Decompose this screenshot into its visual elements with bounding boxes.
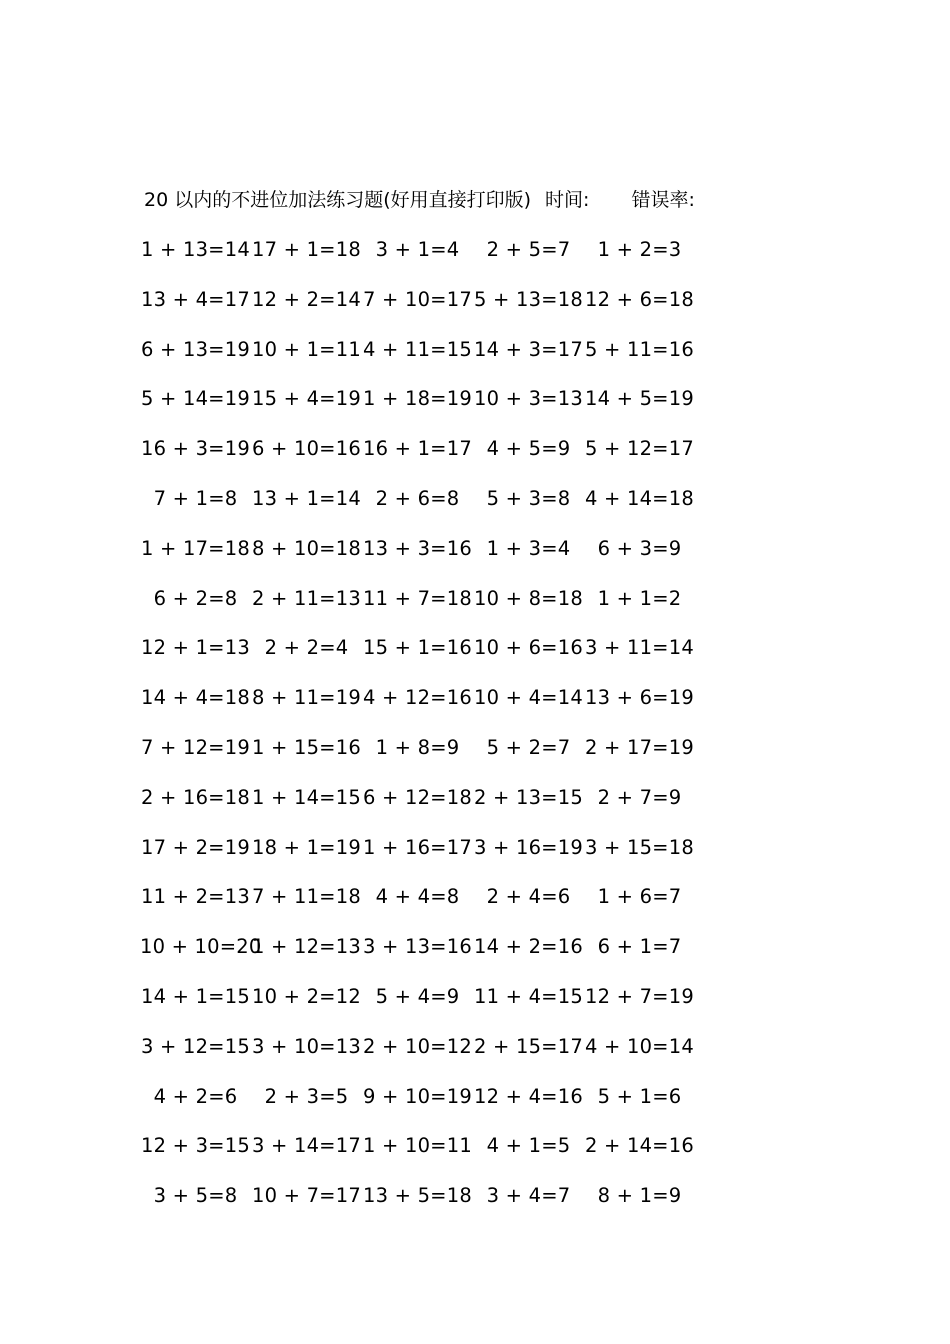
addition-problem: 15 + 1=16	[363, 636, 472, 660]
problem-row	[140, 236, 720, 286]
problem-grid	[140, 236, 720, 1232]
addition-problem: 6 + 12=18	[363, 785, 472, 809]
addition-problem: 13 + 1=14	[252, 486, 361, 510]
addition-problem: 3 + 16=19	[474, 835, 583, 859]
addition-problem: 2 + 10=12	[363, 1034, 472, 1058]
addition-problem: 14 + 5=19	[585, 387, 694, 411]
problem-row	[140, 485, 720, 535]
addition-problem: 2 + 13=15	[474, 785, 583, 809]
worksheet-header	[144, 186, 695, 214]
addition-problem: 1 + 1=2	[597, 586, 682, 610]
addition-problem: 4 + 4=8	[375, 885, 460, 909]
addition-problem: 14 + 2=16	[474, 935, 583, 959]
addition-problem: 16 + 1=17	[363, 437, 472, 461]
addition-problem: 1 + 8=9	[375, 735, 460, 759]
addition-problem: 3 + 13=16	[363, 935, 472, 959]
addition-problem: 5 + 3=8	[486, 486, 571, 510]
addition-problem: 12 + 4=16	[474, 1084, 583, 1108]
addition-problem: 4 + 10=14	[585, 1034, 694, 1058]
addition-problem: 3 + 11=14	[585, 636, 694, 660]
problem-row	[140, 834, 720, 884]
addition-problem: 1 + 16=17	[363, 835, 472, 859]
addition-problem: 2 + 4=6	[486, 885, 571, 909]
addition-problem: 4 + 5=9	[486, 437, 571, 461]
addition-problem: 3 + 1=4	[375, 238, 460, 261]
addition-problem: 5 + 13=18	[474, 287, 583, 311]
addition-problem: 10 + 1=11	[252, 337, 361, 361]
addition-problem: 10 + 10=20	[140, 935, 262, 959]
addition-problem: 10 + 8=18	[474, 586, 583, 610]
addition-problem: 5 + 4=9	[375, 984, 460, 1008]
addition-problem: 5 + 14=19	[141, 387, 250, 411]
addition-problem: 13 + 5=18	[363, 1184, 472, 1208]
addition-problem: 3 + 10=13	[252, 1034, 361, 1058]
addition-problem: 7 + 11=18	[252, 885, 361, 909]
problem-row	[140, 883, 720, 933]
addition-problem: 1 + 17=18	[141, 536, 250, 560]
addition-problem: 8 + 11=19	[252, 686, 361, 710]
addition-problem: 1 + 12=13	[252, 935, 361, 959]
problem-row	[140, 1182, 720, 1232]
addition-problem: 1 + 15=16	[252, 735, 361, 759]
addition-problem: 16 + 3=19	[141, 437, 250, 461]
addition-problem: 17 + 2=19	[141, 835, 250, 859]
addition-problem: 12 + 1=13	[141, 636, 250, 660]
problem-row	[140, 1083, 720, 1133]
addition-problem: 6 + 10=16	[252, 437, 361, 461]
addition-problem: 2 + 17=19	[585, 735, 694, 759]
problem-row	[140, 385, 720, 435]
addition-problem: 3 + 5=8	[153, 1184, 238, 1208]
addition-problem: 14 + 4=18	[141, 686, 250, 710]
problem-row	[140, 535, 720, 585]
addition-problem: 8 + 10=18	[252, 536, 361, 560]
addition-problem: 2 + 14=16	[585, 1134, 694, 1158]
problem-row	[140, 784, 720, 834]
addition-problem: 2 + 3=5	[264, 1084, 349, 1108]
addition-problem: 2 + 2=4	[264, 636, 349, 660]
addition-problem: 3 + 12=15	[141, 1034, 250, 1058]
addition-problem: 5 + 2=7	[486, 735, 571, 759]
addition-problem: 2 + 7=9	[597, 785, 682, 809]
addition-problem: 7 + 12=19	[141, 735, 250, 759]
addition-problem: 2 + 15=17	[474, 1034, 583, 1058]
addition-problem: 3 + 14=17	[252, 1134, 361, 1158]
addition-problem: 4 + 14=18	[585, 486, 694, 510]
addition-problem: 10 + 6=16	[474, 636, 583, 660]
problem-row	[140, 933, 720, 983]
addition-problem: 11 + 7=18	[363, 586, 472, 610]
addition-problem: 2 + 16=18	[141, 785, 250, 809]
addition-problem: 12 + 7=19	[585, 984, 694, 1008]
addition-problem: 5 + 12=17	[585, 437, 694, 461]
addition-problem: 13 + 4=17	[141, 287, 250, 311]
addition-problem: 1 + 13=14	[141, 238, 250, 261]
addition-problem: 15 + 4=19	[252, 387, 361, 411]
problem-row	[140, 734, 720, 784]
addition-problem: 2 + 6=8	[375, 486, 460, 510]
addition-problem: 7 + 1=8	[153, 486, 238, 510]
problem-row	[140, 286, 720, 336]
addition-problem: 1 + 6=7	[597, 885, 682, 909]
addition-problem: 1 + 2=3	[597, 238, 682, 261]
addition-problem: 4 + 11=15	[363, 337, 472, 361]
addition-problem: 1 + 3=4	[486, 536, 571, 560]
addition-problem: 5 + 11=16	[585, 337, 694, 361]
addition-problem: 13 + 6=19	[585, 686, 694, 710]
addition-problem: 10 + 3=13	[474, 387, 583, 411]
addition-problem: 18 + 1=19	[252, 835, 361, 859]
addition-problem: 14 + 3=17	[474, 337, 583, 361]
addition-problem: 17 + 1=18	[252, 238, 361, 261]
addition-problem: 4 + 12=16	[363, 686, 472, 710]
addition-problem: 11 + 2=13	[141, 885, 250, 909]
worksheet-title: 20 以内的不进位加法练习题(好用直接打印版)	[144, 189, 532, 211]
addition-problem: 10 + 7=17	[252, 1184, 361, 1208]
addition-problem: 4 + 1=5	[486, 1134, 571, 1158]
addition-problem: 2 + 11=13	[252, 586, 361, 610]
problem-row	[140, 1033, 720, 1083]
problem-row	[140, 336, 720, 386]
addition-problem: 12 + 6=18	[585, 287, 694, 311]
addition-problem: 3 + 4=7	[486, 1184, 571, 1208]
addition-problem: 14 + 1=15	[141, 984, 250, 1008]
addition-problem: 12 + 2=14	[252, 287, 361, 311]
addition-problem: 9 + 10=19	[363, 1084, 472, 1108]
addition-problem: 1 + 18=19	[363, 387, 472, 411]
addition-problem: 6 + 3=9	[597, 536, 682, 560]
problem-row	[140, 983, 720, 1033]
time-label: 时间:	[545, 189, 590, 211]
addition-problem: 6 + 13=19	[141, 337, 250, 361]
addition-problem: 10 + 2=12	[252, 984, 361, 1008]
addition-problem: 12 + 3=15	[141, 1134, 250, 1158]
problem-row	[140, 1132, 720, 1182]
addition-problem: 11 + 4=15	[474, 984, 583, 1008]
problem-row	[140, 585, 720, 635]
addition-problem: 1 + 10=11	[363, 1134, 472, 1158]
problem-row	[140, 634, 720, 684]
addition-problem: 7 + 10=17	[363, 287, 472, 311]
problem-row	[140, 684, 720, 734]
addition-problem: 13 + 3=16	[363, 536, 472, 560]
addition-problem: 6 + 2=8	[153, 586, 238, 610]
addition-problem: 2 + 5=7	[486, 238, 571, 261]
error-rate-label: 错误率:	[631, 189, 695, 211]
problem-row	[140, 435, 720, 485]
addition-problem: 3 + 15=18	[585, 835, 694, 859]
addition-problem: 8 + 1=9	[597, 1184, 682, 1208]
addition-problem: 4 + 2=6	[153, 1084, 238, 1108]
addition-problem: 10 + 4=14	[474, 686, 583, 710]
addition-problem: 5 + 1=6	[597, 1084, 682, 1108]
addition-problem: 6 + 1=7	[597, 935, 682, 959]
addition-problem: 1 + 14=15	[252, 785, 361, 809]
